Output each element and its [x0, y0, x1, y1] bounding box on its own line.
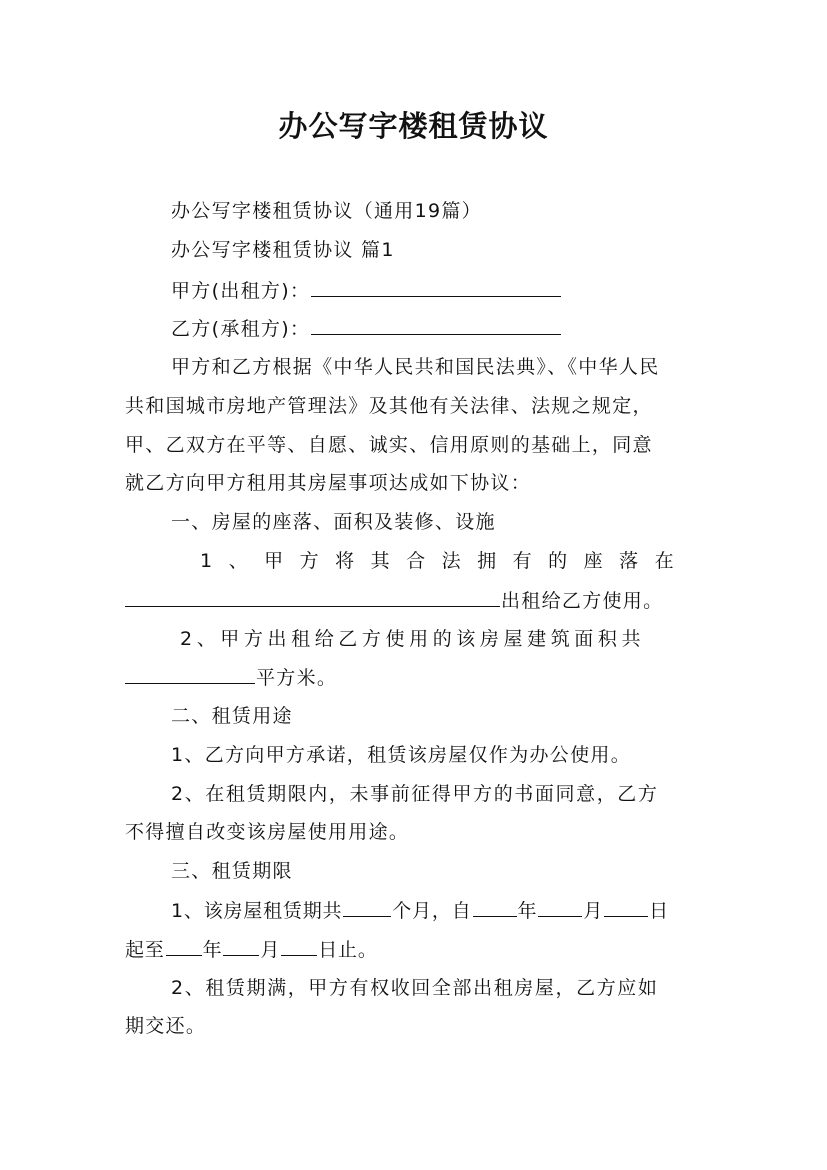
paragraph-line: 就乙方向甲方租用其房屋事项达成如下协议：	[125, 472, 532, 494]
party-a-blank	[311, 278, 561, 297]
day-blank	[604, 898, 648, 917]
term-end-line	[125, 937, 705, 962]
term-text: 年	[517, 900, 538, 922]
location-blank	[125, 588, 500, 607]
paragraph-line: 2、租赁期满，甲方有权收回全部出租房屋，乙方应如	[171, 977, 659, 999]
document-subtitle: 办公写字楼租赁协议（通用19篇）	[171, 200, 482, 222]
section-heading: 二、租赁用途	[171, 705, 293, 727]
months-blank	[343, 898, 391, 917]
term-text: 年	[202, 939, 223, 961]
location-suffix: 出租给乙方使用。	[501, 590, 664, 612]
section-heading: 办公写字楼租赁协议 篇1	[171, 239, 395, 261]
term-text: 个月，自	[392, 900, 472, 922]
party-b-label: 乙方(承租方)：	[171, 318, 311, 340]
term-text: 月	[260, 939, 281, 961]
area-line	[125, 665, 705, 690]
paragraph-line: 共和国城市房地产管理法》及其他有关法律、法规之规定，	[125, 395, 653, 417]
area-blank	[125, 665, 255, 684]
term-text: 1、该房屋租赁期共	[171, 900, 343, 922]
term-text: 月	[583, 900, 604, 922]
party-a-line	[171, 278, 705, 303]
document-title: 办公写字楼租赁协议	[278, 109, 549, 143]
location-line	[125, 588, 705, 613]
section-heading: 一、房屋的座落、面积及装修、设施	[171, 511, 496, 533]
paragraph-line: 2、在租赁期限内，未事前征得甲方的书面同意，乙方	[171, 783, 659, 805]
end-month-blank	[223, 937, 259, 956]
year-blank	[473, 898, 517, 917]
term-text: 日止。	[318, 939, 378, 961]
paragraph-line: 甲、乙双方在平等、自愿、诚实、信用原则的基础上，同意	[125, 434, 653, 456]
paragraph-line: 1、乙方向甲方承诺，租赁该房屋仅作为办公使用。	[171, 744, 631, 766]
paragraph-line: 甲方和乙方根据《中华人民共和国民法典》、《中华人民	[171, 356, 660, 378]
paragraph-line: 期交还。	[125, 1015, 207, 1037]
term-line	[171, 898, 705, 923]
paragraph-line: 1、甲方将其合法拥有的座落在	[200, 550, 691, 572]
end-day-blank	[281, 937, 317, 956]
paragraph-line: 不得擅自改变该房屋使用用途。	[125, 821, 410, 843]
party-b-blank	[311, 316, 561, 335]
party-a-label: 甲方(出租方)：	[171, 280, 311, 302]
term-text: 日	[649, 900, 669, 922]
end-year-blank	[166, 937, 202, 956]
term-text: 起至	[125, 939, 165, 961]
paragraph-line: 2、甲方出租给乙方使用的该房屋建筑面积共	[180, 628, 646, 650]
month-blank	[538, 898, 582, 917]
section-heading: 三、租赁期限	[171, 860, 293, 882]
party-b-line	[171, 316, 705, 341]
area-unit: 平方米。	[256, 667, 338, 689]
